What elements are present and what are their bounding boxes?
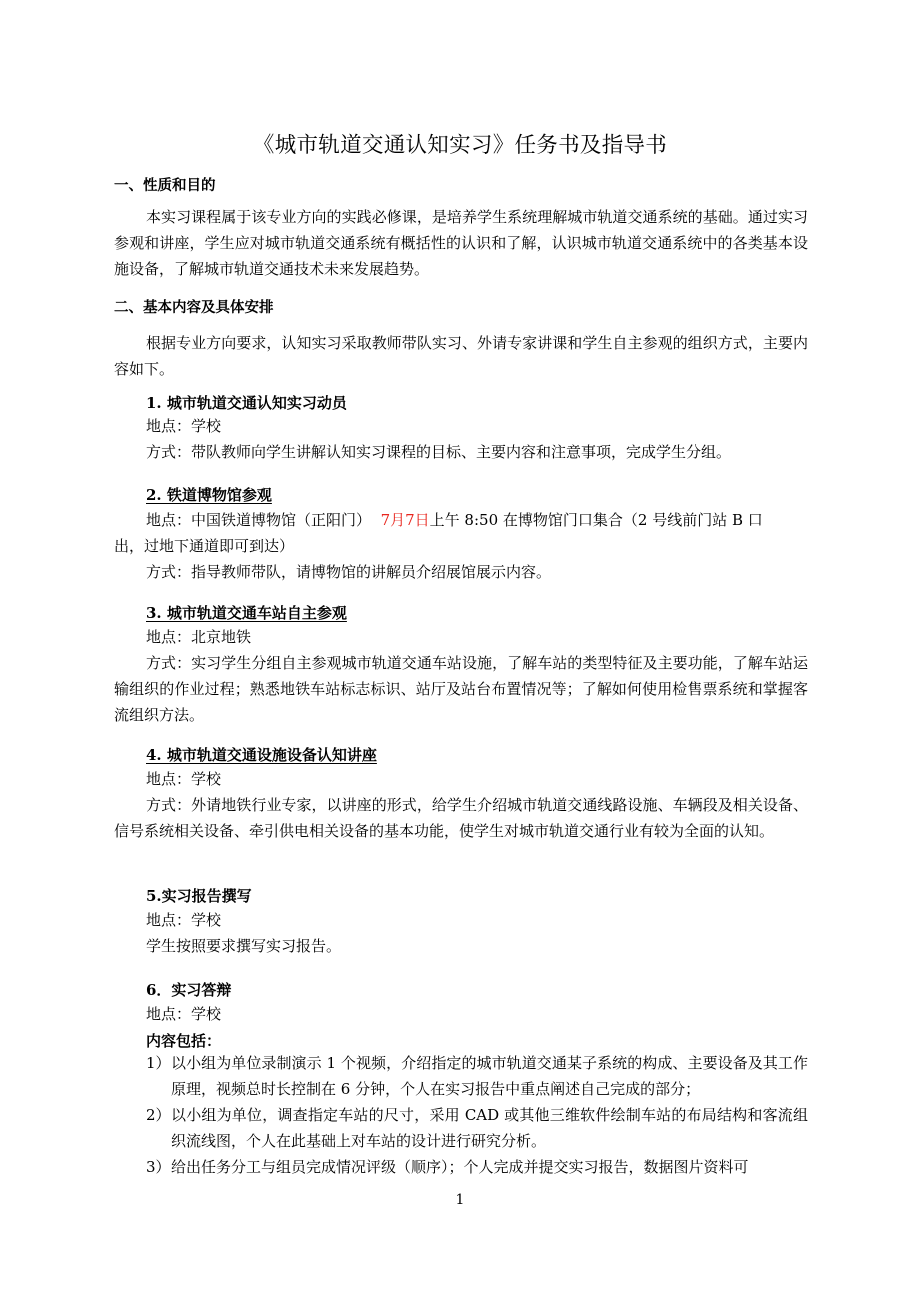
item-1-title: 1. 城市轨道交通认知实习动员 [146,394,347,412]
item-6-place: 地点：学校 [146,1005,222,1023]
section-2-heading: 二、基本内容及具体安排 [114,300,274,316]
item-5-place: 地点：学校 [146,911,222,929]
list-item-number: 1） [146,1054,171,1072]
list-item-text: 给出任务分工与组员完成情况评级（顺序）；个人完成并提交实习报告，数据图片资料可 [171,1158,749,1176]
item-6-content-label: 内容包括： [146,1032,222,1050]
item-2-title: 2. 铁道博物馆参观 [146,486,272,504]
list-item-text: 以小组为单位录制演示 1 个视频，介绍指定的城市轨道交通某子系统的构成、主要设备及其工作原理，视频总时长控制在 6 分钟，个人在实习报告中重点阐述自己完成的部分； [171,1054,808,1098]
list-item-number: 2） [146,1106,171,1124]
item-4-title: 4. 城市轨道交通设施设备认知讲座 [146,746,377,764]
list-item-text: 以小组为单位，调查指定车站的尺寸，采用 CAD 或其他三维软件绘制车站的布局结构和客流组织流线图，个人在此基础上对车站的设计进行研究分析。 [171,1106,808,1150]
document-title: 《城市轨道交通认知实习》任务书及指导书 [252,133,668,158]
item-2-place: 地点：中国铁道博物馆（正阳门） 7月7日上午 8:50 在博物馆门口集合（2 号线前门站 B 口 [146,511,763,529]
list-item [114,1154,808,1180]
item-1-place: 地点：学校 [146,417,222,435]
page-number: 1 [455,1192,465,1208]
section-1-body: 本实习课程属于该专业方向的实践必修课，是培养学生系统理解城市轨道交通系统的基础。通过实习参观和讲座，学生应对城市轨道交通系统有概括性的认识和了解，认识城市轨道交通系统中的各类基本设施设备，了解城市轨道交通技术未来发展趋势。 [114,208,808,278]
item-3-place: 地点：北京地铁 [146,628,252,646]
item-2-place-cont: 出，过地下通道即可到达） [114,537,295,555]
item-5-title: 5.实习报告撰写 [146,887,252,905]
item-2-method: 方式：指导教师带队，请博物馆的讲解员介绍展馆展示内容。 [146,563,552,581]
item-3-title: 3. 城市轨道交通车站自主参观 [146,604,347,622]
section-1-heading: 一、性质和目的 [114,178,216,194]
item-4-place: 地点：学校 [146,770,222,788]
item-3-method: 方式：实习学生分组自主参观城市轨道交通车站设施，了解车站的类型特征及主要功能，了解车站运输组织的作业过程；熟悉地铁车站标志标识、站厅及站台布置情况等；了解如何使用检售票系统和掌握客流组织方法。 [114,654,808,724]
item-6-title: 6．实习答辩 [146,981,232,999]
item-1-method: 方式：带队教师向学生讲解认知实习课程的目标、主要内容和注意事项，完成学生分组。 [146,443,732,461]
list-item-number: 3） [146,1158,171,1176]
list-item [114,1102,808,1154]
list-item [114,1050,808,1102]
item-4-method: 方式：外请地铁行业专家，以讲座的形式，给学生介绍城市轨道交通线路设施、车辆段及相关设备、信号系统相关设备、牵引供电相关设备的基本功能，使学生对城市轨道交通行业有较为全面的认知。 [114,796,808,840]
item-5-note: 学生按照要求撰写实习报告。 [146,937,342,955]
item-2-date: 7月7日 [380,511,430,529]
section-2-intro: 根据专业方向要求，认知实习采取教师带队实习、外请专家讲课和学生自主参观的组织方式，主要内容如下。 [114,334,808,378]
